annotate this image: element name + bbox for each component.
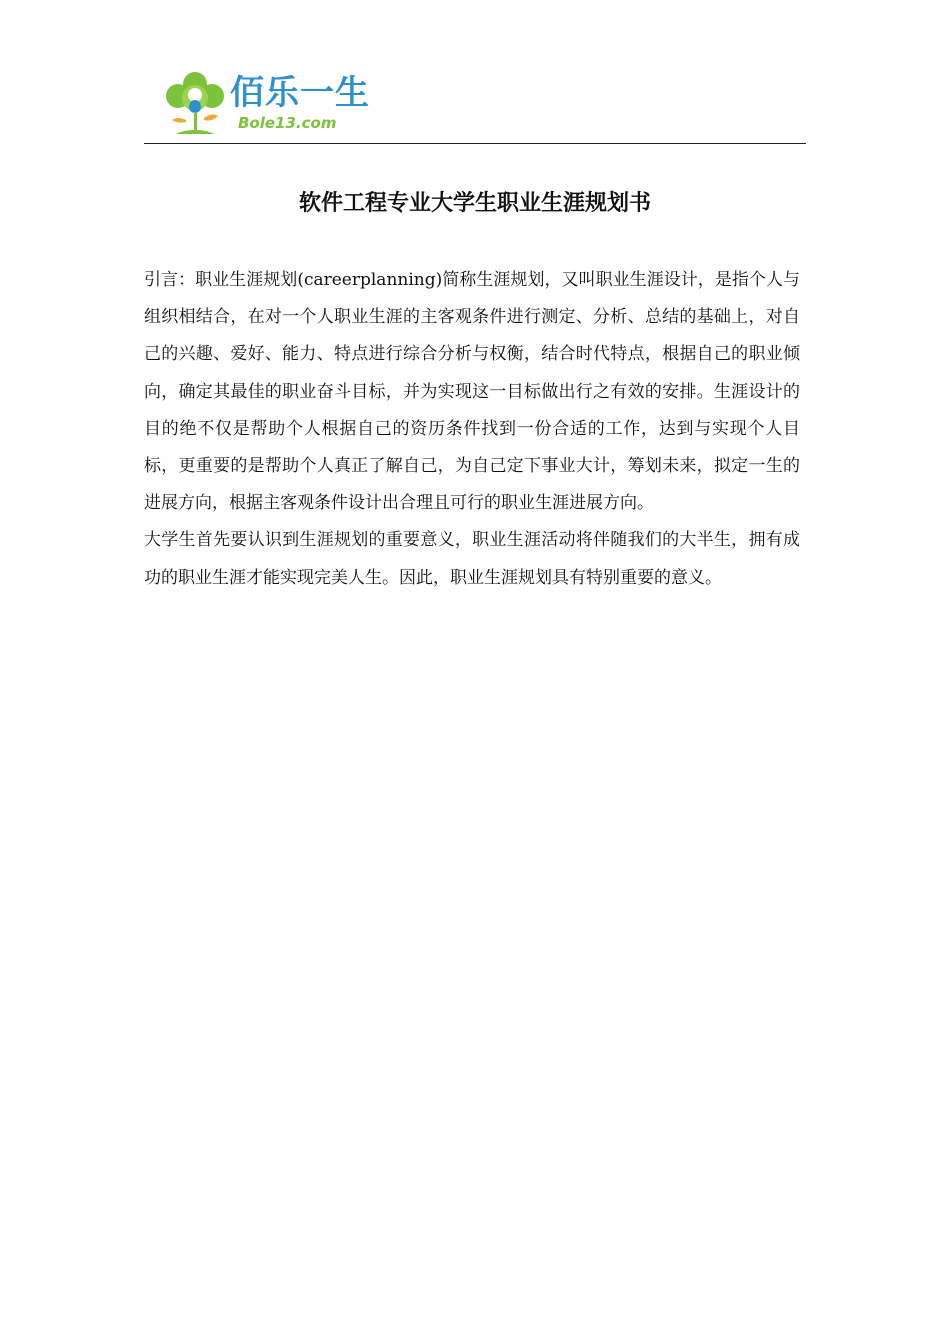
intro-paragraph: 引言：职业生涯规划(careerplanning)简称生涯规划，又叫职业生涯设计，是指个人与组织相结合，在对一个人职业生涯的主客观条件进行测定、分析、总结的基础上，对自己的兴趣、爱好、能力、特点进行综合分析与权衡，结合时代特点，根据自己的职业倾向，确定其最佳的职业奋斗目标，并为实现这一目标做出行之有效的安排。生涯设计的目的绝不仅是帮助个人根据自己的资历条件找到一份合适的工作，达到与实现个人目标，更重要的是帮助个人真正了解自己，为自己定下事业大计，筹划未来，拟定一生的进展方向，根据主客观条件设计出合理且可行的职业生涯进展方向。 [144,270,800,514]
logo-title: 佰乐一生 [230,73,370,113]
site-logo[interactable] [164,70,370,140]
header-divider [144,143,806,144]
page-header [144,60,806,144]
tree-person-logo-icon [164,70,226,136]
significance-paragraph: 大学生首先要认识到生涯规划的重要意义，职业生涯活动将伴随我们的大半生，拥有成功的职业生涯才能实现完美人生。因此，职业生涯规划具有特别重要的意义。 [144,530,800,588]
logo-subtitle: Bole13.com [238,114,337,132]
document-body [144,262,800,597]
document-title: 软件工程专业大学生职业生涯规划书 [298,191,651,216]
